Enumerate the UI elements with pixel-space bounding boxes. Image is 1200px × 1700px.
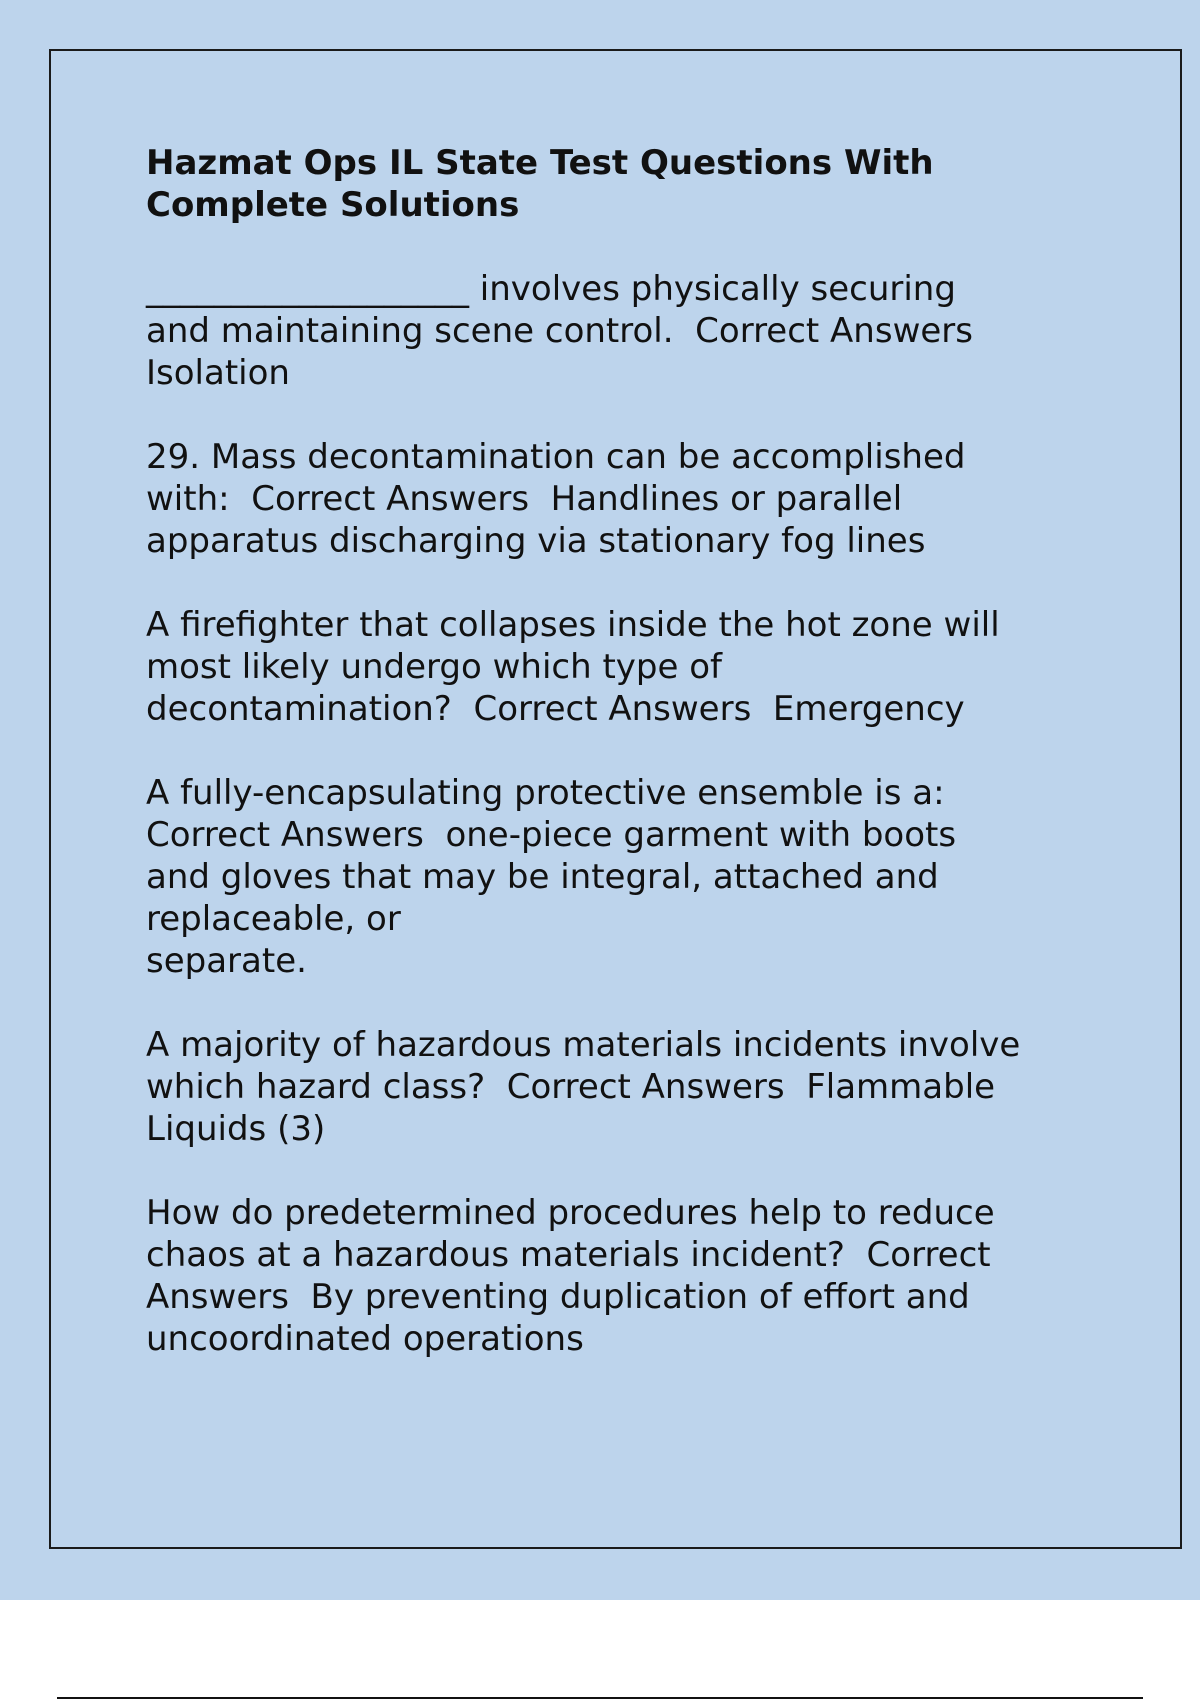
qa-entry-mass-decontamination: 29. Mass decontamination can be accomplished with: Correct Answers Handlines or parallel apparatus discharging via stationary fog lines <box>146 437 966 561</box>
document-body <box>146 142 1096 1402</box>
qa-entry-predetermined-procedures: How do predetermined procedures help to reduce chaos at a hazardous materials incident? Correct Answers By preventing duplication of effort and uncoordinated operations <box>146 1193 995 1359</box>
qa-entry-hazard-class: A majority of hazardous materials incidents involve which hazard class? Correct Answers Flammable Liquids (3) <box>146 1025 1021 1149</box>
qa-entry-emergency-decontamination: A firefighter that collapses inside the hot zone will most likely undergo which type of decontamination? Correct Answers Emergency <box>146 605 1000 729</box>
qa-entry-isolation: ___________________ involves physically securing and maintaining scene control. Correct Answers Isolation <box>146 269 973 393</box>
qa-entry-encapsulating-ensemble: A fully-encapsulating protective ensemble is a: Correct Answers one-piece garment with boots and gloves that may be integral, attached and replaceable, or separate. <box>146 773 957 981</box>
document-title: Hazmat Ops IL State Test Questions With Complete Solutions <box>146 143 934 225</box>
footer-divider-line <box>57 1697 1143 1699</box>
